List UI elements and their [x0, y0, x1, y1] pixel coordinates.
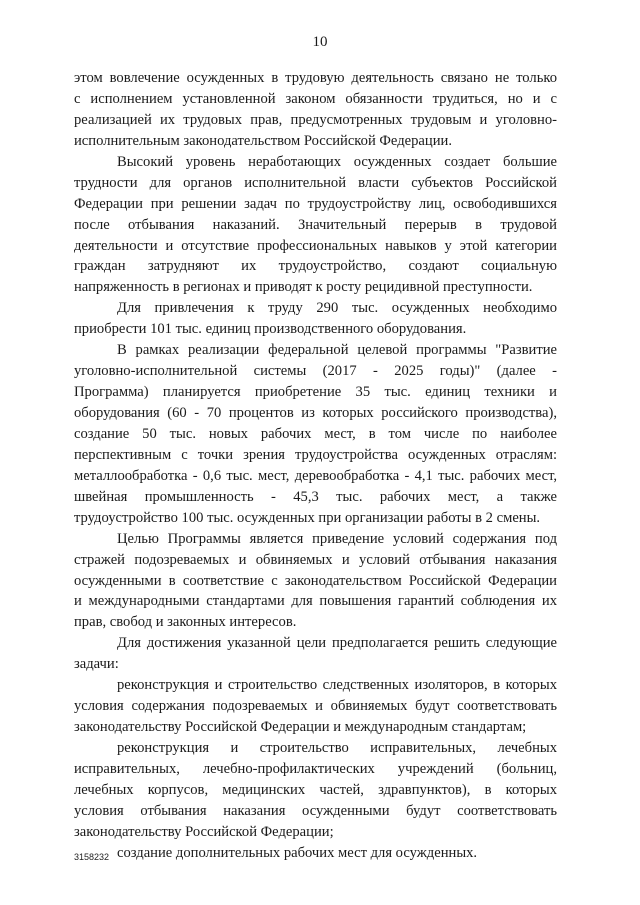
text-line: Высокий уровень неработающих осужденных создает большие — [117, 153, 557, 170]
text-line: осужденными в соответствие с законодательством Российской Федерации — [74, 572, 557, 589]
text-line: исправительных, лечебно-профилактических учреждений (больниц, — [74, 760, 557, 777]
paragraph — [74, 340, 557, 528]
text-line: реконструкция и строительство исправительных, лечебных — [117, 740, 557, 756]
text-line: Федерации при решении задач по трудоустройству лиц, освободившихся — [74, 195, 557, 212]
text-line: швейная промышленность - 45,3 тыс. рабочих мест, а также — [74, 488, 557, 505]
text-line: В рамках реализации федеральной целевой программы "Развитие — [117, 342, 557, 359]
text-line: напряженность в регионах и приводят к росту рецидивной преступности. — [74, 279, 533, 296]
text-line: исполнительным законодательством Российской Федерации. — [74, 132, 452, 149]
paragraph — [74, 529, 557, 634]
text-line: и международными стандартами для повышения гарантий соблюдения их — [74, 593, 557, 610]
text-line: Для достижения указанной цели предполагается решить следующие — [117, 635, 557, 652]
text-line: Целью Программы является приведение условий содержания под — [117, 530, 557, 547]
text-line: граждан затрудняют их трудоустройство, создают социальную — [74, 258, 557, 275]
text-line: трудности для органов исполнительной власти субъектов Российской — [74, 174, 557, 191]
text-line: условия отбывания наказания осужденными будут соответствовать — [74, 802, 557, 819]
text-line: законодательству Российской Федерации; — [74, 823, 334, 840]
paragraph — [74, 152, 557, 299]
text-line: металлообработка - 0,6 тыс. мест, деревообработка - 4,1 тыс. рабочих мест, — [74, 467, 557, 484]
text-line: создание дополнительных рабочих мест для осужденных. — [117, 844, 478, 861]
paragraph — [74, 298, 557, 340]
text-line: трудоустройство 100 тыс. осужденных при организации работы в 2 смены. — [74, 509, 541, 526]
page-number: 10 — [312, 34, 328, 50]
paragraph — [74, 738, 557, 843]
text-line: оборудования (60 - 70 процентов из которых российского производства), — [74, 405, 557, 421]
paragraph — [74, 633, 557, 675]
text-line: Для привлечения к труду 290 тыс. осужденных необходимо — [117, 300, 557, 317]
text-line: задачи: — [74, 656, 119, 673]
text-line: приобрести 101 тыс. единиц производственного оборудования. — [74, 321, 467, 338]
text-line: после отбывания наказаний. Значительный перерыв в трудовой — [74, 216, 557, 233]
text-line: стражей подозреваемых и обвиняемых и условий отбывания наказания — [74, 551, 557, 568]
text-line: лечебных корпусов, медицинских частей, здравпунктов), в которых — [74, 781, 557, 798]
paragraph — [74, 68, 557, 152]
text-line: условия содержания подозреваемых и обвиняемых будут соответствовать — [74, 698, 557, 715]
text-line: прав, свобод и законных интересов. — [74, 614, 297, 631]
document-code: 3158232 — [74, 852, 110, 862]
text-line: с исполнением установленной законом обязанности трудиться, но и с — [74, 90, 557, 107]
text-line: перспективным с точки зрения трудоустройства осужденных отраслям: — [74, 446, 557, 463]
text-line: Программа) планируется приобретение 35 тыс. единиц техники и — [74, 384, 557, 401]
paragraph — [74, 675, 557, 738]
document-body — [74, 68, 557, 864]
text-line: уголовно-исполнительной системы (2017 - 2025 годы)" (далее - — [74, 363, 557, 380]
text-line: этом вовлечение осужденных в трудовую деятельность связано не только — [74, 70, 557, 86]
text-line: деятельности и отсутствие профессиональных навыков у этой категории — [74, 237, 557, 254]
paragraph — [74, 843, 557, 864]
text-line: реконструкция и строительство следственных изоляторов, в которых — [117, 677, 557, 694]
text-line: создание 50 тыс. новых рабочих мест, в том числе по наиболее — [74, 425, 557, 442]
text-line: законодательству Российской Федерации и международным стандартам; — [74, 719, 527, 736]
text-line: реализацией их трудовых прав, предусмотренных трудовым и уголовно- — [74, 111, 557, 128]
